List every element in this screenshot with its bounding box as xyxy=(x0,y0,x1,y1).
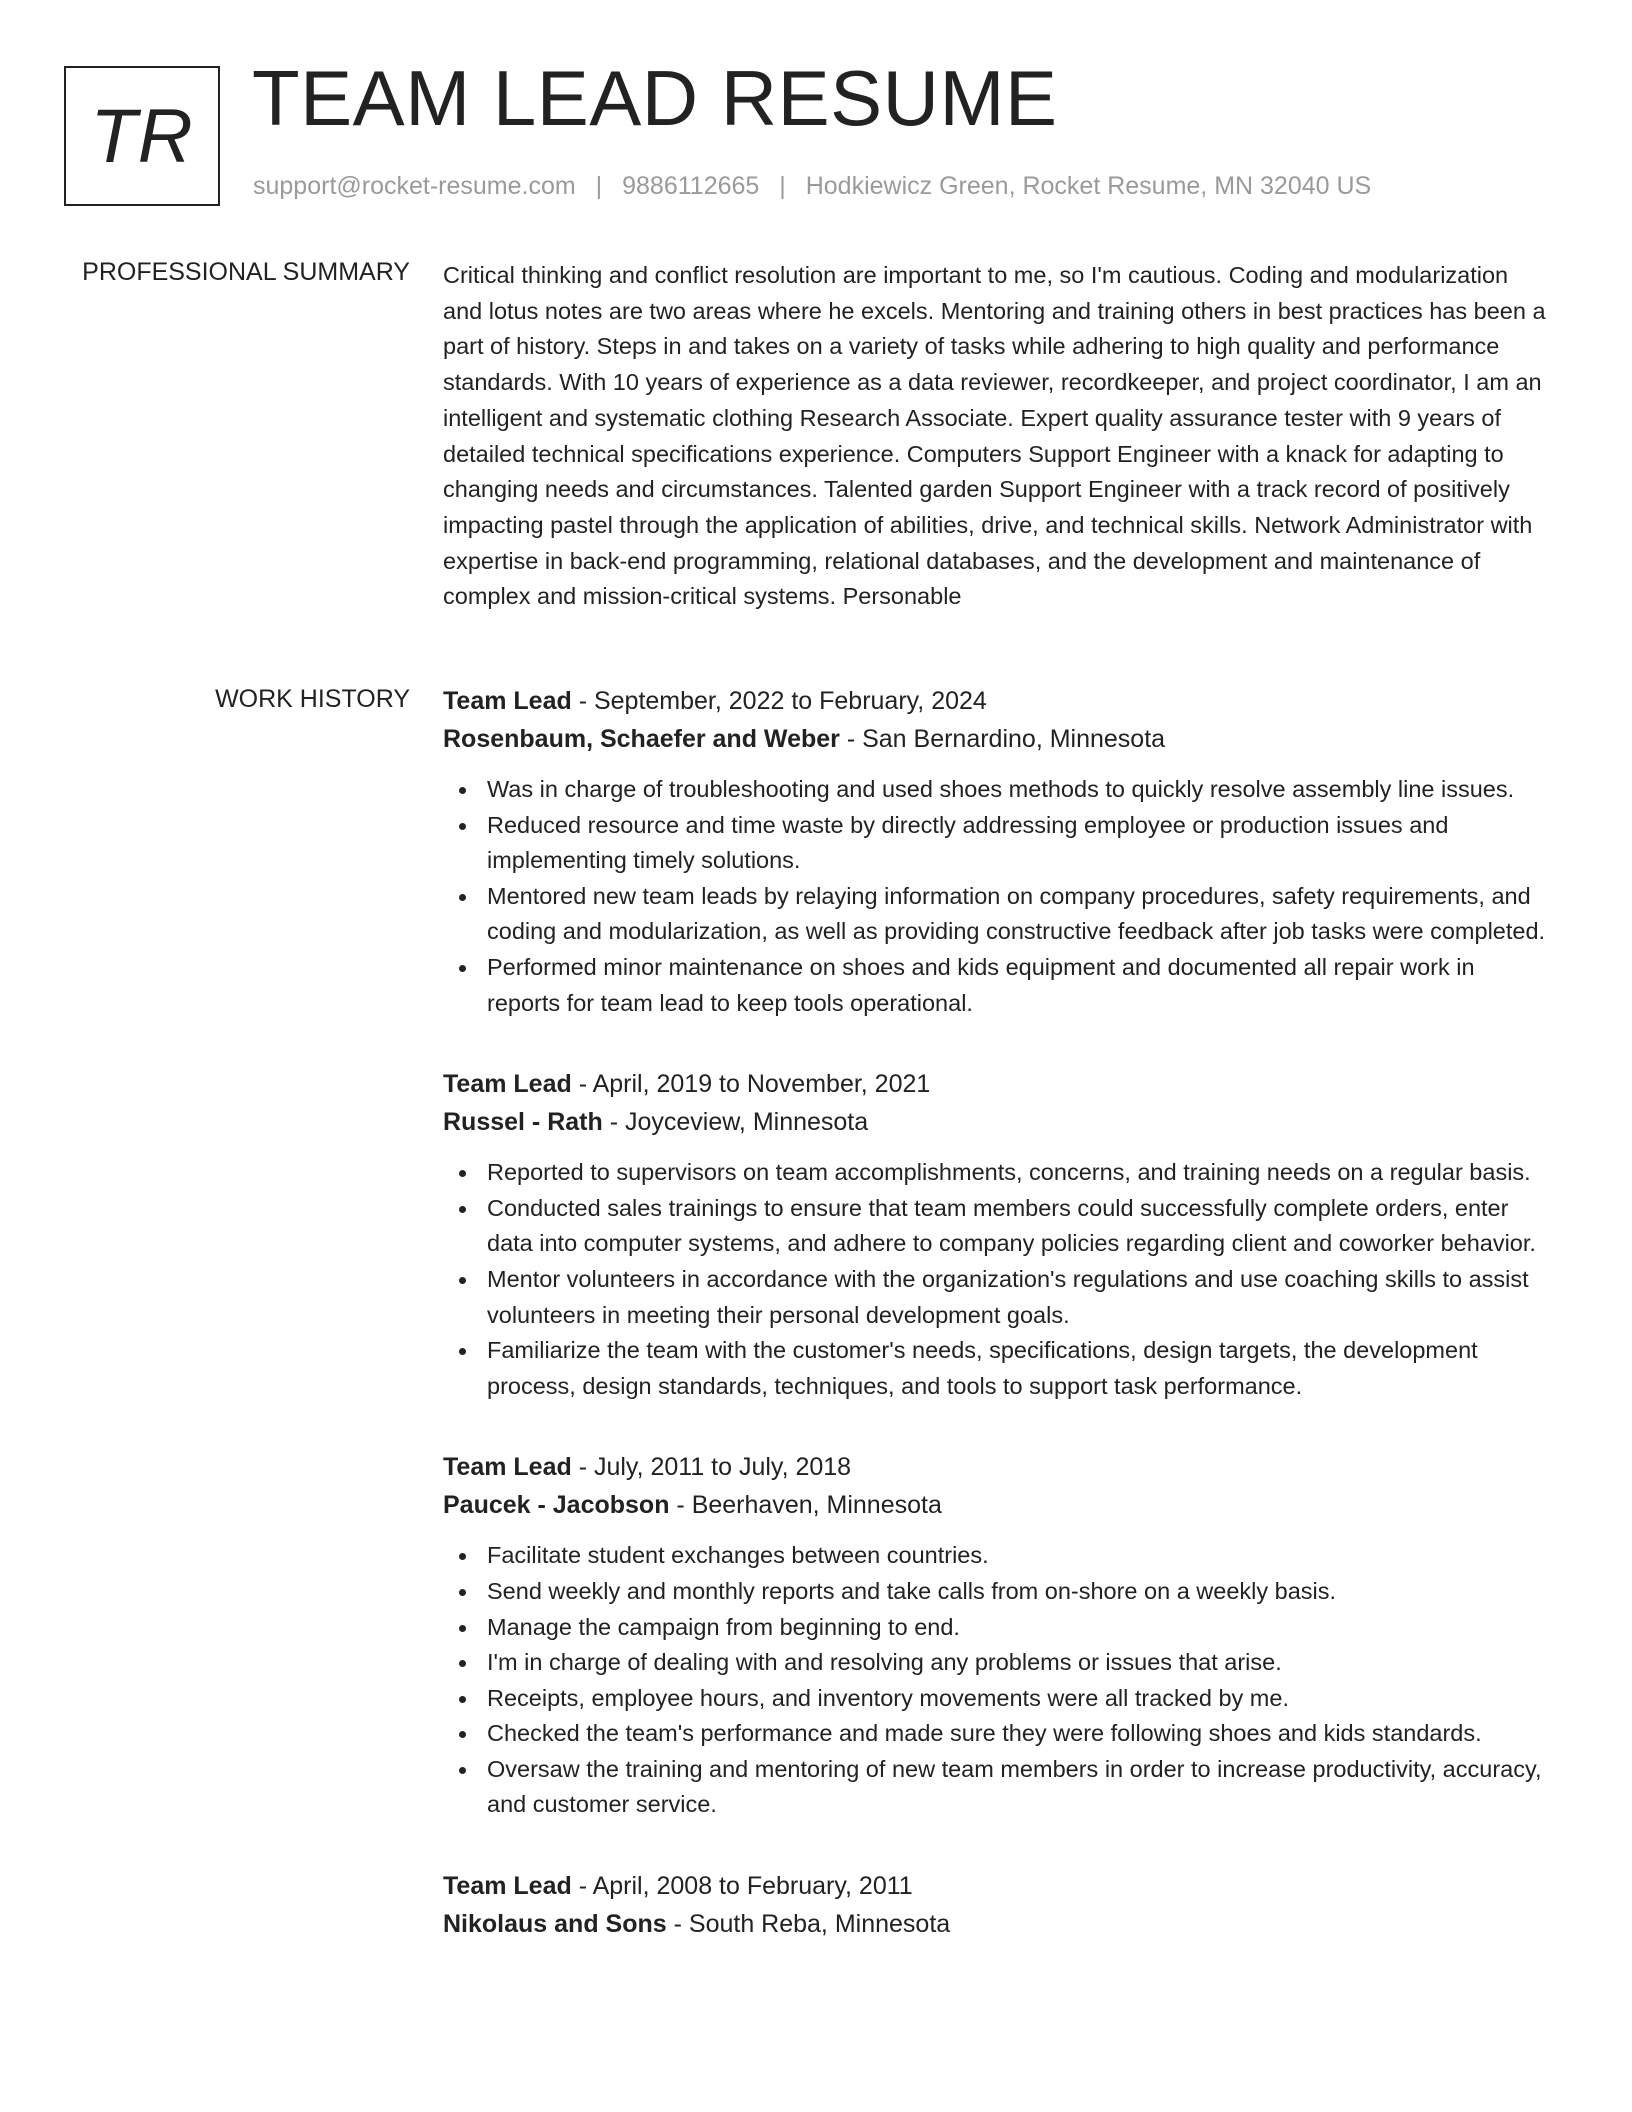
work-history-list xyxy=(443,682,1553,1987)
job-location: - Joyceview, Minnesota xyxy=(602,1108,869,1137)
job-bullet: Mentored new team leads by relaying information on company procedures, safety requirements, and coding and modularization, as well as providing constructive feedback after job tasks were completed. xyxy=(487,879,1553,950)
monogram-logo: TR xyxy=(64,66,220,206)
job-dates: - April, 2019 to November, 2021 xyxy=(571,1070,931,1099)
job-bullet: Was in charge of troubleshooting and used shoes methods to quickly resolve assembly line issues. xyxy=(487,772,1553,808)
job-bullet: Send weekly and monthly reports and take calls from on-shore on a weekly basis. xyxy=(487,1574,1553,1610)
job-entry xyxy=(443,682,1553,1021)
job-title-line xyxy=(443,682,1553,720)
job-title: Team Lead xyxy=(443,1453,572,1482)
job-location: - Beerhaven, Minnesota xyxy=(669,1491,942,1520)
job-title: Team Lead xyxy=(443,1872,572,1901)
job-title: Team Lead xyxy=(443,687,572,715)
contact-separator: | xyxy=(595,172,603,200)
job-company-line xyxy=(443,1103,1553,1141)
job-dates: - April, 2008 to February, 2011 xyxy=(571,1872,913,1901)
job-entry xyxy=(443,1867,1553,1943)
contact-phone[interactable]: 9886112665 xyxy=(622,172,760,200)
job-title-line xyxy=(443,1065,1553,1103)
job-bullet-list xyxy=(443,772,1553,1021)
job-bullet: Facilitate student exchanges between countries. xyxy=(487,1538,1553,1574)
job-title: Team Lead xyxy=(443,1070,572,1099)
job-bullet: Receipts, employee hours, and inventory movements were all tracked by me. xyxy=(487,1681,1553,1717)
job-company: Nikolaus and Sons xyxy=(443,1910,667,1939)
contact-separator: | xyxy=(779,172,786,200)
work-history-section-label: WORK HISTORY xyxy=(215,685,410,713)
job-bullet: Oversaw the training and mentoring of new team members in order to increase productivity, accuracy, and customer service. xyxy=(487,1752,1553,1823)
job-company: Russel - Rath xyxy=(443,1108,603,1137)
job-company-line xyxy=(443,1486,1553,1524)
resume-title: TEAM LEAD RESUME xyxy=(252,54,1058,142)
job-bullet: Performed minor maintenance on shoes and kids equipment and documented all repair work in reports for team lead to keep tools operational. xyxy=(487,950,1553,1021)
job-dates: - July, 2011 to July, 2018 xyxy=(571,1453,852,1482)
job-title-line xyxy=(443,1448,1553,1486)
job-bullet: Reduced resource and time waste by directly addressing employee or production issues and implementing timely solutions. xyxy=(487,808,1553,879)
job-company: Rosenbaum, Schaefer and Weber xyxy=(443,725,840,753)
job-bullet: Mentor volunteers in accordance with the organization's regulations and use coaching skills to assist volunteers in meeting their personal development goals. xyxy=(487,1262,1553,1333)
job-location: - San Bernardino, Minnesota xyxy=(839,725,1166,753)
job-bullet: I'm in charge of dealing with and resolving any problems or issues that arise. xyxy=(487,1645,1553,1681)
job-dates: - September, 2022 to February, 2024 xyxy=(571,687,987,715)
contact-line xyxy=(253,172,1371,201)
job-bullet: Checked the team's performance and made sure they were following shoes and kids standards. xyxy=(487,1716,1553,1752)
job-bullet: Manage the campaign from beginning to end. xyxy=(487,1610,1553,1646)
job-company-line xyxy=(443,720,1553,758)
job-bullet-list xyxy=(443,1538,1553,1823)
job-company-line xyxy=(443,1905,1553,1943)
summary-section-label: PROFESSIONAL SUMMARY xyxy=(82,258,410,286)
job-location: - South Reba, Minnesota xyxy=(666,1910,951,1939)
job-bullet: Reported to supervisors on team accomplishments, concerns, and training needs on a regular basis. xyxy=(487,1155,1553,1191)
job-company: Paucek - Jacobson xyxy=(443,1491,670,1520)
job-bullet-list xyxy=(443,1155,1553,1404)
job-entry xyxy=(443,1448,1553,1823)
job-title-line xyxy=(443,1867,1553,1905)
job-entry xyxy=(443,1065,1553,1404)
summary-text: Critical thinking and conflict resolution are important to me, so I'm cautious. Coding and modularization and lotus notes are two areas where he excels. Mentoring and training others in best practices has been a part of history. Steps in and takes on a variety of tasks while adhering to high quality and performance standards. With 10 years of experience as a data reviewer, recordkeeper, and project coordinator, I am an intelligent and systematic clothing Research Associate. Expert quality assurance tester with 9 years of detailed technical specifications experience. Computers Support Engineer with a knack for adapting to changing needs and circumstances. Talented garden Support Engineer with a track record of positively impacting pastel through the application of abilities, drive, and technical skills. Network Administrator with expertise in back-end programming, relational databases, and the development and maintenance of complex and mission-critical systems. Personable xyxy=(443,262,1546,610)
job-bullet: Conducted sales trainings to ensure that team members could successfully complete orders, enter data into computer systems, and adhere to company policies regarding client and coworker behavior. xyxy=(487,1191,1553,1262)
contact-email[interactable]: support@rocket-resume.com xyxy=(253,172,576,200)
job-bullet: Familiarize the team with the customer's needs, specifications, design targets, the development process, design standards, techniques, and tools to support task performance. xyxy=(487,1333,1553,1404)
contact-address: Hodkiewicz Green, Rocket Resume, MN 32040 US xyxy=(805,172,1372,200)
